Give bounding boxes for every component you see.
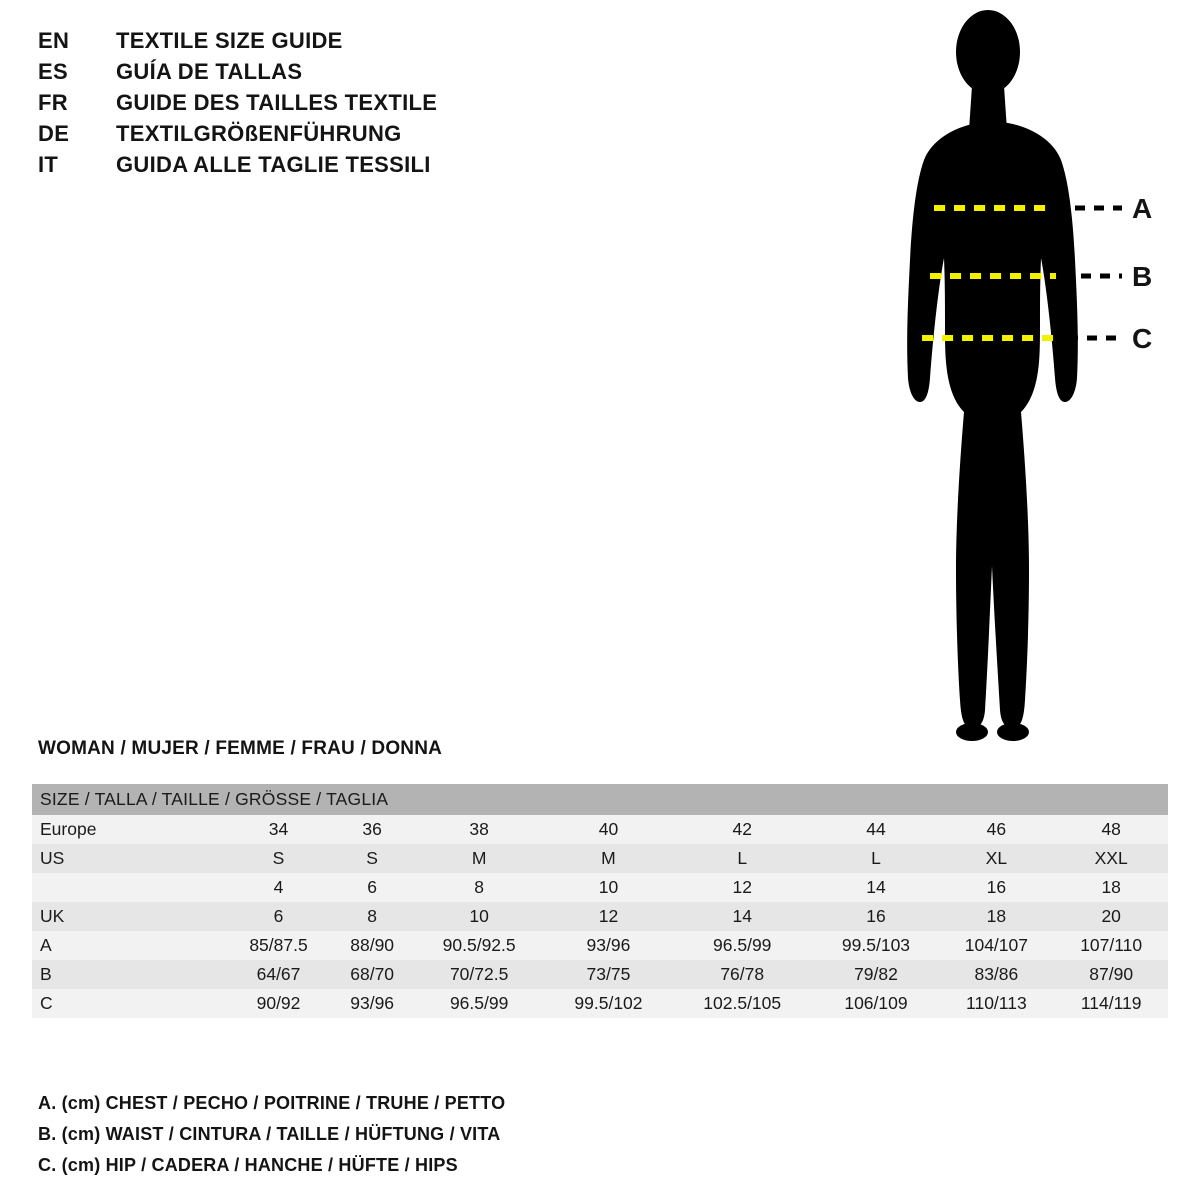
legend [38, 1088, 938, 1181]
table-cell: 104/107 [964, 935, 1028, 955]
table-cell: 79/82 [854, 964, 898, 984]
table-cell: 90.5/92.5 [442, 935, 516, 955]
table-cell: 106/109 [844, 993, 908, 1013]
table-row [32, 960, 1168, 989]
title-text: GUIDE DES TAILLES TEXTILE [116, 90, 438, 115]
table-row [32, 989, 1168, 1018]
table-cell: 14 [732, 906, 752, 926]
table-cell: XL [985, 848, 1008, 868]
table-row [32, 844, 1168, 873]
title-text: GUÍA DE TALLAS [116, 59, 303, 84]
legend-line-c: C. (cm) HIP / CADERA / HANCHE / HÜFTE / HIPS [38, 1155, 458, 1175]
table-row [32, 873, 1168, 902]
title-text: GUIDA ALLE TAGLIE TESSILI [116, 152, 431, 177]
title-language-code: IT [38, 152, 59, 177]
title-language-code: EN [38, 28, 70, 53]
table-header-row [32, 784, 1168, 815]
table-cell: M [601, 848, 616, 868]
row-label: Europe [40, 819, 97, 839]
table-cell: 10 [469, 906, 489, 926]
row-label [32, 873, 225, 902]
table-cell: 34 [268, 819, 289, 839]
table-cell: 93/96 [350, 993, 395, 1013]
table-cell: 99.5/102 [574, 993, 643, 1013]
legend-line-a: A. (cm) CHEST / PECHO / POITRINE / TRUHE / PETTO [38, 1093, 506, 1113]
table-cell: XXL [1094, 848, 1128, 868]
table-cell: 68/70 [350, 964, 395, 984]
table-cell: L [871, 848, 881, 868]
table-cell: 14 [866, 877, 886, 897]
table-cell: 88/90 [350, 935, 395, 955]
row-label: US [40, 848, 65, 868]
row-label: C [40, 993, 53, 1013]
row-label: B [40, 964, 52, 984]
title-language-code: FR [38, 90, 68, 115]
table-cell: 10 [598, 877, 619, 897]
title-row [38, 28, 558, 59]
female-body-silhouette [907, 10, 1078, 741]
title-row [38, 152, 558, 183]
table-cell: 64/67 [256, 964, 301, 984]
table-cell: 42 [732, 819, 752, 839]
table-cell: 12 [598, 906, 619, 926]
table-cell: L [737, 848, 748, 868]
table-cell: 38 [469, 819, 489, 839]
size-table [32, 784, 1168, 1018]
table-cell: 36 [362, 819, 382, 839]
title-language-code: DE [38, 121, 70, 146]
table-cell: 96.5/99 [449, 993, 509, 1013]
title-block [38, 28, 558, 183]
table-cell: 6 [273, 906, 284, 926]
table-cell: 73/75 [586, 964, 631, 984]
table-cell: 48 [1101, 819, 1121, 839]
table-cell: 90/92 [256, 993, 301, 1013]
title-text: TEXTILGRÖßENFÜHRUNG [116, 121, 402, 146]
table-cell: 16 [986, 877, 1007, 897]
table-cell: 96.5/99 [713, 935, 772, 955]
marker-label-c: C [1132, 323, 1153, 354]
table-cell: 40 [598, 819, 619, 839]
table-cell: 85/87.5 [249, 935, 308, 955]
title-language-code: ES [38, 59, 68, 84]
table-cell: M [471, 848, 487, 868]
measurement-figure [860, 10, 1190, 750]
table-cell: 76/78 [720, 964, 765, 984]
table-cell: 12 [732, 877, 752, 897]
table-cell: 8 [367, 906, 378, 926]
table-cell: 4 [273, 877, 284, 897]
marker-label-a: A [1132, 193, 1153, 224]
table-cell: 114/119 [1080, 993, 1142, 1013]
table-cell: 102.5/105 [703, 993, 782, 1013]
table-header-label: SIZE / TALLA / TAILLE / GRÖSSE / TAGLIA [40, 789, 389, 809]
table-cell: 18 [1101, 877, 1121, 897]
table-cell: 44 [866, 819, 886, 839]
table-cell: 110/113 [966, 993, 1027, 1013]
table-cell: S [272, 848, 285, 868]
table-cell: 107/110 [1080, 935, 1143, 955]
table-cell: 8 [474, 877, 485, 897]
row-label: A [40, 935, 52, 955]
table-row [32, 931, 1168, 960]
table-cell: 93/96 [586, 935, 631, 955]
table-cell: S [366, 848, 378, 868]
table-row [32, 815, 1168, 844]
table-cell: 87/90 [1089, 964, 1134, 984]
table-cell: 20 [1101, 906, 1121, 926]
table-row [32, 902, 1168, 931]
table-cell: 6 [367, 877, 378, 897]
title-row [38, 90, 558, 121]
title-row [38, 59, 558, 90]
title-text: TEXTILE SIZE GUIDE [116, 28, 343, 53]
table-cell: 18 [986, 906, 1007, 926]
marker-label-b: B [1132, 261, 1153, 292]
title-row [38, 121, 558, 152]
table-cell: 16 [866, 906, 886, 926]
legend-line-b: B. (cm) WAIST / CINTURA / TAILLE / HÜFTUNG / VITA [38, 1124, 501, 1144]
table-cell: 70/72.5 [449, 964, 509, 984]
table-cell: 99.5/103 [841, 935, 911, 955]
section-heading: WOMAN / MUJER / FEMME / FRAU / DONNA [38, 738, 443, 759]
row-label: UK [40, 906, 65, 926]
table-cell: 83/86 [974, 964, 1019, 984]
table-cell: 46 [986, 819, 1007, 839]
